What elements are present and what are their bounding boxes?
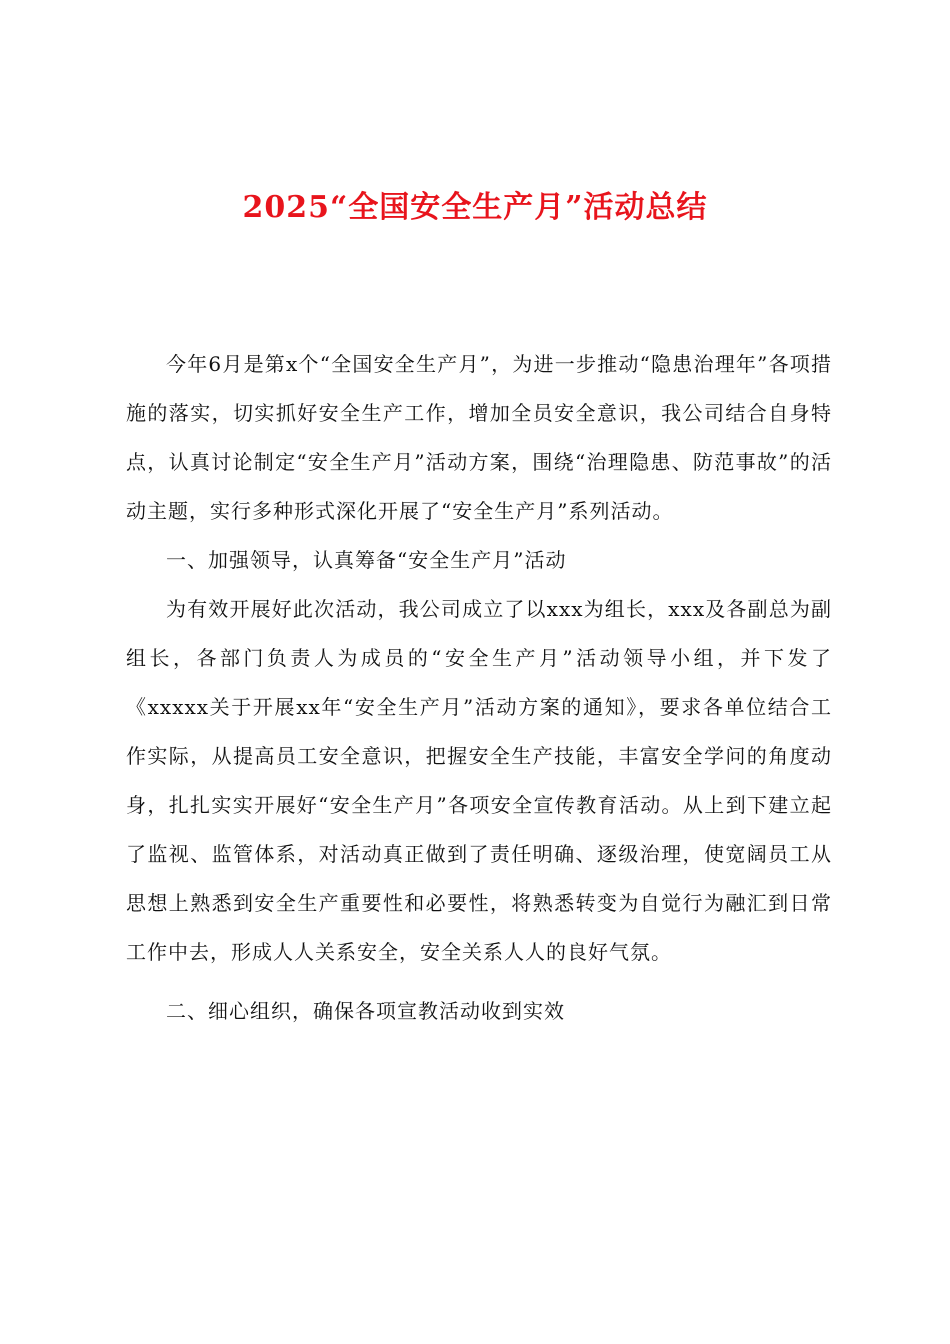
paragraph-section-1: 为有效开展好此次活动，我公司成立了以xxx为组长，xxx及各副总为副组长，各部门负责人为成员的“安全生产月”活动领导小组，并下发了《xxxxx关于开展xx年“安全生产月”活动方案的通知》，要求各单位结合工作实际，从提高员工安全意识，把握安全生产技能，丰富安全学问的角度动身，扎扎实实开展好“安全生产月”各项安全宣传教育活动。从上到下建立起了监视、监管体系，对活动真正做到了责任明确、逐级治理，使宽阔员工从思想上熟悉到安全生产重要性和必要性，将熟悉转变为自觉行为融汇到日常工作中去，形成人人关系安全，安全关系人人的良好气氛。 [126, 597, 832, 964]
paragraph-intro: 今年6月是第x个“全国安全生产月”，为进一步推动“隐患治理年”各项措施的落实，切实抓好安全生产工作，增加全员安全意识，我公司结合自身特点，认真讨论制定“安全生产月”活动方案，围绕“治理隐患、防范事故”的活动主题，实行多种形式深化开展了“安全生产月”系列活动。 [126, 352, 832, 523]
section-heading-1: 一、加强领导，认真筹备“安全生产月”活动 [166, 548, 567, 572]
document-body [126, 340, 832, 1036]
section-heading-2: 二、细心组织，确保各项宣教活动收到实效 [166, 999, 565, 1023]
document-title: 2025“全国安全生产月”活动总结 [242, 190, 708, 225]
